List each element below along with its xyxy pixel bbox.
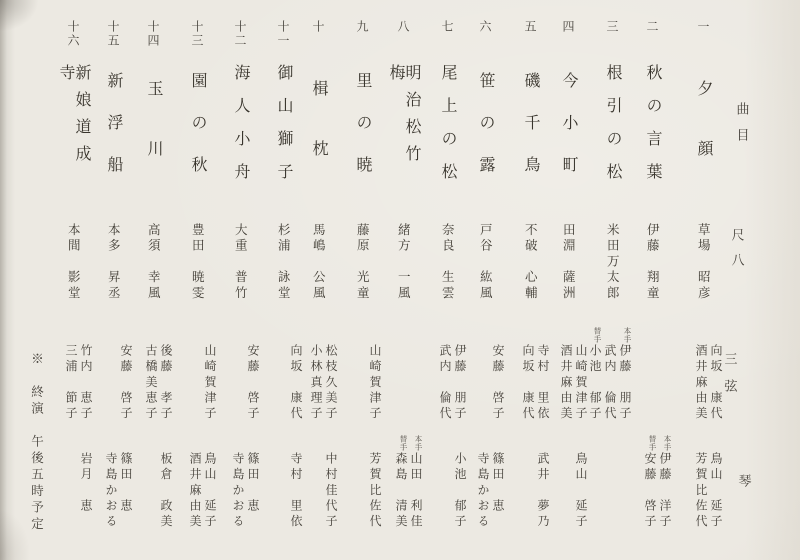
piece-number: 五 — [523, 20, 537, 34]
sangen-performers — [201, 344, 216, 422]
koto-performer: 武井 夢乃 — [536, 452, 550, 530]
koto-performers — [229, 452, 259, 530]
sangen-performers — [244, 344, 259, 422]
sangen-performers — [117, 344, 132, 422]
shakuhachi-performer: 田淵 薩洲 — [561, 223, 576, 302]
piece-title: 磯千鳥 — [522, 72, 539, 198]
piece-number: 九 — [355, 20, 369, 34]
header-shakuhachi: 尺八 — [729, 228, 745, 278]
shakuhachi-performer: 本多 昇丞 — [106, 223, 121, 302]
piece-title: 楫枕 — [310, 80, 327, 200]
sangen-performer: 古橋美恵子 — [144, 344, 158, 422]
koto-performers — [641, 435, 672, 530]
shakuhachi-performer: 不破 心輔 — [523, 223, 538, 302]
sangen-performer: 替手 小池 郁子 — [588, 327, 602, 422]
koto-performers — [186, 452, 216, 530]
shakuhachi-performer: 豊田 暁雯 — [190, 223, 205, 302]
sangen-performer: 小林真理子 — [309, 344, 323, 422]
piece-column — [463, 0, 507, 560]
koto-performers — [157, 452, 172, 530]
koto-performer: 寺村 里依 — [289, 452, 303, 530]
sangen-performers — [287, 344, 302, 422]
shakuhachi-performer: 本間 影堂 — [66, 223, 81, 302]
sangen-performer: 松枝久美子 — [324, 344, 338, 422]
piece-number: 四 — [561, 20, 575, 34]
koto-performers — [474, 452, 504, 530]
koto-performer: 鳥山 延子 — [203, 452, 217, 530]
sangen-performer: 山崎賀津子 — [368, 344, 382, 422]
sangen-performer: 三浦 節子 — [64, 344, 78, 422]
sangen-performers — [436, 344, 466, 422]
piece-column — [51, 0, 95, 560]
sangen-performers — [62, 344, 92, 422]
koto-performer: 小池 郁子 — [453, 452, 467, 530]
piece-title: 夕顔 — [695, 80, 712, 200]
shakuhachi-performer: 馬嶋 公風 — [311, 223, 326, 302]
koto-performer: 篠田 恵 — [119, 452, 133, 515]
sangen-performer: 安藤 啓子 — [491, 344, 505, 422]
piece-number: 六 — [478, 20, 492, 34]
shakuhachi-performer: 伊藤 翔童 — [645, 223, 660, 302]
koto-performers — [287, 452, 302, 530]
part-label: 替手 — [648, 435, 657, 451]
piece-column — [508, 0, 552, 560]
koto-performers — [451, 452, 466, 530]
piece-title: 笹の露 — [477, 72, 494, 198]
piece-title: 園の秋 — [189, 72, 206, 198]
sangen-performer: 向坂 康代 — [289, 344, 303, 422]
shakuhachi-performer: 米田万太郎 — [605, 223, 620, 302]
sangen-performers — [489, 344, 504, 422]
piece-title: 今小町 — [560, 72, 577, 198]
piece-column — [546, 0, 590, 560]
sangen-performers — [307, 344, 337, 422]
part-label: 替手 — [593, 327, 602, 343]
koto-performer: 寺島かおる — [231, 452, 245, 530]
sangen-performer: 安藤 啓子 — [119, 344, 133, 422]
piece-number: 一 — [696, 20, 710, 34]
piece-number: 七 — [440, 20, 454, 34]
piece-number: 十二 — [233, 20, 247, 48]
piece-title: 明治松竹梅 — [387, 64, 420, 172]
piece-title: 玉川 — [145, 80, 162, 200]
part-label: 替手 — [399, 435, 408, 451]
shakuhachi-performer: 緒方 一風 — [396, 223, 411, 302]
piece-column — [261, 0, 305, 560]
piece-title: 里の暁 — [354, 72, 371, 198]
piece-title: 海人小舟 — [232, 64, 249, 196]
piece-title: 秋の言葉 — [644, 64, 661, 196]
sangen-performers — [692, 344, 722, 422]
sangen-performer: 後藤 孝子 — [159, 344, 173, 422]
koto-performers — [692, 452, 722, 530]
shakuhachi-performer: 高須 幸風 — [146, 223, 161, 302]
sangen-performer: 武内 倫代 — [438, 344, 452, 422]
sangen-performers — [142, 344, 172, 422]
piece-column — [590, 0, 634, 560]
koto-performer: 篠田 恵 — [246, 452, 260, 515]
sangen-performers — [366, 344, 381, 422]
koto-performer: 替手 森島 清美 — [394, 435, 408, 530]
koto-performer: 鳥山 延子 — [574, 452, 588, 530]
sangen-performers — [519, 344, 549, 422]
piece-column — [131, 0, 175, 560]
koto-performer: 本手 伊藤 洋子 — [658, 435, 672, 530]
koto-performer: 鳥山 延子 — [709, 452, 723, 530]
piece-number: 十一 — [276, 20, 290, 48]
koto-performer: 寺島かおる — [104, 452, 118, 530]
piece-title: 尾上の松 — [439, 64, 456, 196]
piece-column — [175, 0, 219, 560]
shakuhachi-performer: 大重 普竹 — [233, 223, 248, 302]
piece-column — [340, 0, 384, 560]
piece-title: 新浮船 — [105, 72, 122, 198]
piece-column — [425, 0, 469, 560]
koto-performers — [322, 452, 337, 530]
piece-title: 御山獅子 — [275, 64, 292, 196]
header-sangen: 三弦 — [722, 352, 738, 406]
piece-column — [381, 0, 425, 560]
piece-number: 十四 — [146, 20, 160, 48]
sangen-performer: 竹内 恵子 — [79, 344, 93, 422]
header-koto: 琴 — [736, 474, 752, 487]
sangen-performer: 本手 伊藤 朋子 — [618, 327, 632, 422]
koto-performer: 板倉 政美 — [159, 452, 173, 530]
koto-performer: 酒井麻由美 — [188, 452, 202, 530]
sangen-performer: 向坂 康代 — [709, 344, 723, 422]
piece-column — [630, 0, 674, 560]
koto-performer: 芳賀比佐代 — [368, 452, 382, 530]
koto-performers — [392, 435, 423, 530]
koto-performers — [572, 452, 587, 530]
sangen-performer: 伊藤 朋子 — [453, 344, 467, 422]
part-label: 本手 — [623, 327, 632, 343]
shakuhachi-performer: 草場 昭彦 — [696, 223, 711, 302]
piece-number: 十五 — [106, 20, 120, 48]
koto-performers — [102, 452, 132, 530]
piece-number: 三 — [605, 20, 619, 34]
piece-column — [218, 0, 262, 560]
piece-column — [681, 0, 725, 560]
koto-performers — [534, 452, 549, 530]
piece-number: 二 — [645, 20, 659, 34]
sangen-performer: 武内 倫代 — [603, 344, 617, 422]
header-program: 曲目 — [734, 102, 750, 154]
sangen-performers — [557, 344, 587, 422]
sangen-performer: 安藤 啓子 — [246, 344, 260, 422]
closing-time-note: ※ 終演 午後五時予定 — [29, 352, 44, 534]
koto-performer: 中村佳代子 — [324, 452, 338, 530]
sangen-performer: 酒井麻由美 — [559, 344, 573, 422]
piece-number: 八 — [396, 20, 410, 34]
koto-performer: 芳賀比佐代 — [694, 452, 708, 530]
koto-performer: 篠田 恵 — [491, 452, 505, 515]
shakuhachi-performer: 戸谷 紘風 — [478, 223, 493, 302]
shakuhachi-performer: 奈良 生雲 — [440, 223, 455, 302]
sangen-performers — [586, 327, 632, 422]
shakuhachi-performer: 藤原 光童 — [355, 223, 370, 302]
piece-number: 十三 — [190, 20, 204, 48]
piece-title: 根引の松 — [604, 64, 621, 196]
part-label: 本手 — [663, 435, 672, 451]
koto-performer: 寺島かおる — [476, 452, 490, 530]
koto-performers — [366, 452, 381, 530]
sangen-performer: 山崎賀津子 — [574, 344, 588, 422]
part-label: 本手 — [414, 435, 423, 451]
piece-number: 十 — [311, 20, 325, 34]
sangen-performer: 山崎賀津子 — [203, 344, 217, 422]
koto-performer: 替手 安藤 啓子 — [643, 435, 657, 530]
sangen-performer: 酒井麻由美 — [694, 344, 708, 422]
sangen-performer: 寺村 里依 — [536, 344, 550, 422]
piece-number: 十六 — [66, 20, 80, 48]
piece-title: 新娘道成寺 — [57, 64, 90, 172]
sangen-performer: 向坂 康代 — [521, 344, 535, 422]
piece-column — [91, 0, 135, 560]
koto-performer: 本手 山田 利佳 — [409, 435, 423, 530]
shakuhachi-performer: 杉浦 詠堂 — [276, 223, 291, 302]
koto-performers — [77, 452, 92, 514]
koto-performer: 岩月 恵 — [79, 452, 93, 515]
